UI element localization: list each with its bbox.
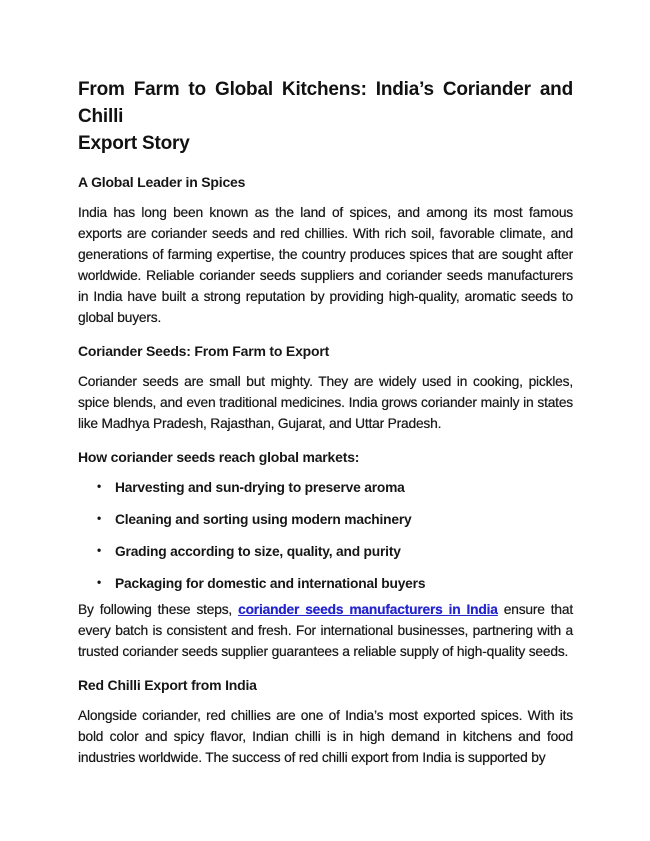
document-title (78, 76, 573, 157)
bullet-icon: • (97, 575, 102, 589)
link-paragraph-after: ensure that every batch is consistent and fresh. For international businesses, partnering with a trusted coriander seeds supplier guarantees a reliable supply of high-quality seeds. (78, 602, 574, 659)
list-item-harvesting (78, 477, 573, 498)
section-heading-red-chilli: Red Chilli Export from India (78, 677, 257, 693)
document-title-line-1: From Farm to Global Kitchens: India’s Coriander and Chilli (78, 79, 573, 127)
list-item-grading (78, 541, 573, 562)
list-item-text: Harvesting and sun-drying to preserve aroma (115, 480, 405, 495)
link-paragraph-before: By following these steps, (78, 602, 239, 617)
paragraph-manufacturers (78, 599, 573, 662)
bullet-icon: • (97, 543, 102, 557)
paragraph-coriander-seeds: Coriander seeds are small but mighty. They are widely used in cooking, pickles, spice blends, and even traditional medicines. India grows coriander mainly in states like Madhya Pradesh, Rajasthan, Gujarat, and Uttar Pradesh. (78, 374, 573, 431)
list-item-text: Cleaning and sorting using modern machinery (115, 512, 412, 527)
bullet-icon: • (97, 479, 102, 493)
bullet-icon: • (97, 511, 102, 525)
coriander-manufacturers-link[interactable]: coriander seeds manufacturers in India (238, 602, 498, 617)
paragraph-global-leader: India has long been known as the land of spices, and among its most famous exports are coriander seeds and red chillies. With rich soil, favorable climate, and generations of farming expertise, the country produces spices that are sought after worldwide. Reliable coriander seeds suppliers and coriander seeds manufacturers in India have built a strong reputation by providing high-quality, aromatic seeds to global buyers. (78, 205, 573, 325)
section-heading-process: How coriander seeds reach global markets: (78, 449, 360, 465)
list-item-text: Grading according to size, quality, and purity (115, 544, 401, 559)
list-item-text: Packaging for domestic and international buyers (115, 576, 426, 591)
list-item-packaging (78, 573, 573, 594)
list-item-cleaning (78, 509, 573, 530)
process-steps-list (78, 477, 573, 594)
document-title-line-2: Export Story (78, 133, 190, 154)
paragraph-red-chilli: Alongside coriander, red chillies are one of India’s most exported spices. With its bold color and spicy flavor, Indian chilli is in high demand in kitchens and food industries worldwide. The success of red chilli export from India is supported by (78, 708, 573, 765)
section-heading-coriander-seeds: Coriander Seeds: From Farm to Export (78, 343, 330, 359)
section-heading-global-leader: A Global Leader in Spices (78, 174, 246, 190)
